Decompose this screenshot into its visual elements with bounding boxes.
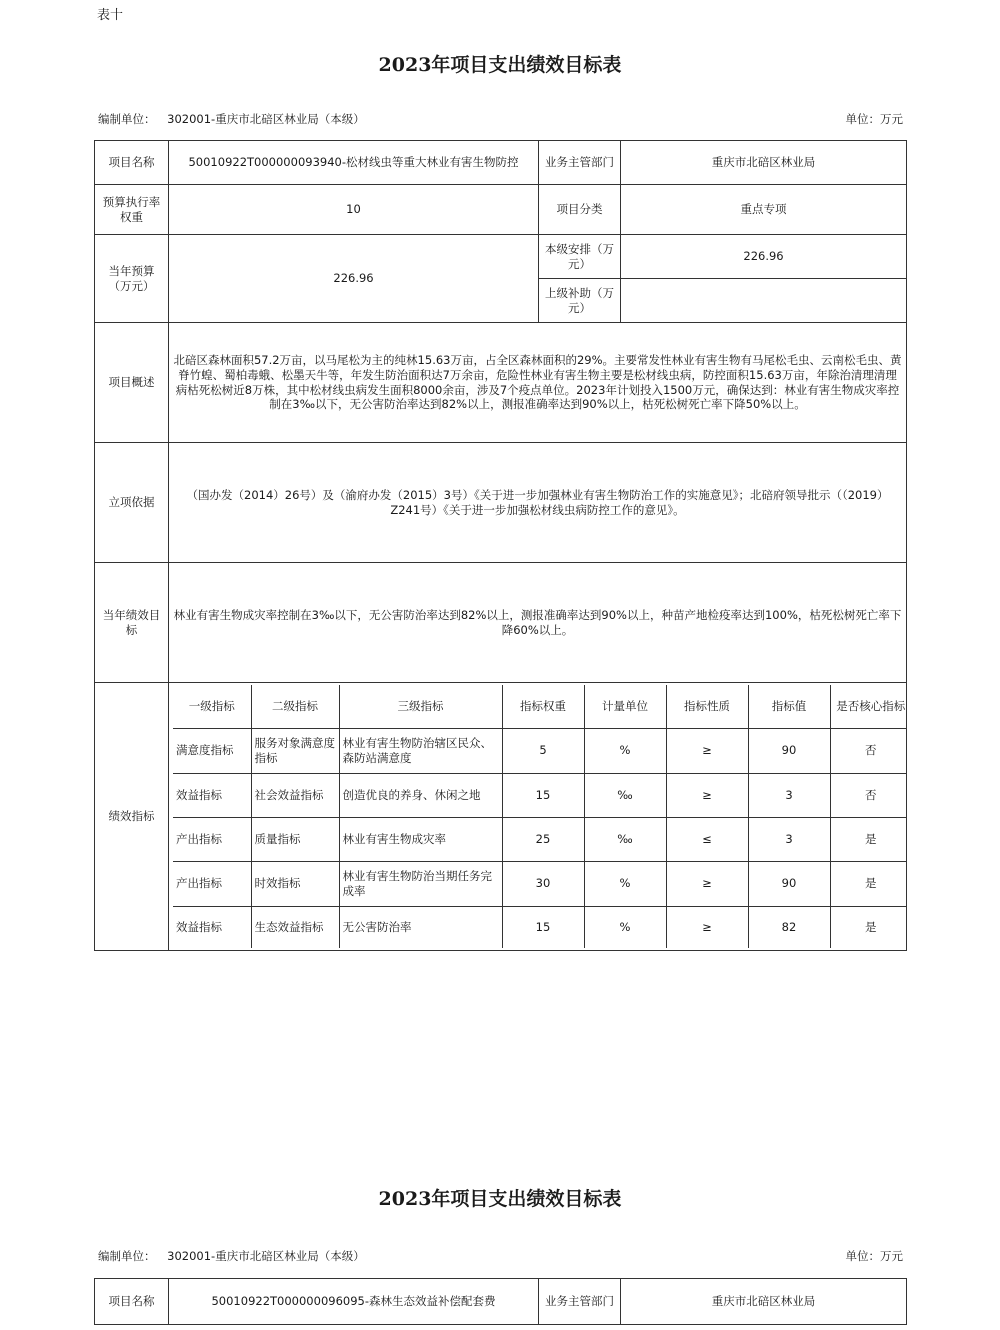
- perf-header: 是否核心指标: [830, 685, 907, 728]
- level2-indicator: 社会效益指标: [251, 773, 339, 817]
- indicator-weight: 15: [502, 773, 584, 817]
- table-row: [173, 861, 907, 906]
- perf-header: 一级指标: [173, 685, 251, 728]
- own-budget-value: 226.96: [621, 235, 907, 279]
- level2-indicator: 生态效益指标: [251, 906, 339, 948]
- indicator-unit: %: [584, 728, 666, 773]
- indicator-value: 90: [748, 861, 830, 906]
- indicator-value: 3: [748, 817, 830, 861]
- indicator-weight: 5: [502, 728, 584, 773]
- compile-unit: [98, 111, 365, 127]
- exec-rate-label: 预算执行率权重: [95, 185, 169, 235]
- compile-unit: [98, 1248, 365, 1264]
- goal-text: 林业有害生物成灾率控制在3‰以下，无公害防治率达到82%以上，测报准确率达到90%以上，种苗产地检疫率达到100%，枯死松树死亡率下降60%以上。: [169, 563, 907, 683]
- overview-text: 北碚区森林面积57.2万亩，以马尾松为主的纯林15.63万亩，占全区森林面积的29%。主要常发性林业有害生物有马尾松毛虫、云南松毛虫、黄脊竹蝗、蜀柏毒蛾、松墨天牛等，年发生防治面积达7万余亩，危险性林业有害生物主要是松材线虫病，防控面积15.63万亩，年除治清理清理病枯死松树近8万株，其中松材线虫病发生面积8000余亩，涉及7个疫点单位。2023年计划投入1500万元，确保达到：林业有害生物成灾率控制在3‰以下，无公害防治率达到82%以上，测报准确率达到90%以上，枯死松树死亡率下降50%以上。: [169, 323, 907, 443]
- perf-header: 指标性质: [666, 685, 748, 728]
- perf-label: 绩效指标: [95, 683, 169, 951]
- form-title: 2023年项目支出绩效目标表: [378, 54, 622, 76]
- is-core-indicator: 否: [830, 773, 907, 817]
- own-budget-label: 本级安排（万元）: [539, 235, 621, 279]
- unit-label: 单位：万元: [845, 1249, 903, 1263]
- upper-subsidy-label: 上级补助（万元）: [539, 279, 621, 323]
- perf-header: 二级指标: [251, 685, 339, 728]
- perf-indicators-cell: [169, 683, 907, 951]
- indicator-value: 82: [748, 906, 830, 948]
- performance-target-table: [94, 1278, 907, 1325]
- level3-indicator: 无公害防治率: [339, 906, 502, 948]
- indicator-unit: ‰: [584, 817, 666, 861]
- level2-indicator: 时效指标: [251, 861, 339, 906]
- level1-indicator: 效益指标: [173, 906, 251, 948]
- level3-indicator: 创造优良的养身、休闲之地: [339, 773, 502, 817]
- table-row: [173, 906, 907, 948]
- perf-header: 计量单位: [584, 685, 666, 728]
- perf-header: 指标权重: [502, 685, 584, 728]
- category-value: 重点专项: [621, 185, 907, 235]
- perf-header: 三级指标: [339, 685, 502, 728]
- level1-indicator: 产出指标: [173, 861, 251, 906]
- is-core-indicator: 是: [830, 861, 907, 906]
- upper-subsidy-value: [621, 279, 907, 323]
- indicator-nature: ≥: [666, 773, 748, 817]
- level3-indicator: 林业有害生物防治辖区民众、森防站满意度: [339, 728, 502, 773]
- table-row: [173, 728, 907, 773]
- indicator-unit: %: [584, 906, 666, 948]
- sheet-label: 表十: [97, 8, 124, 23]
- level3-indicator: 林业有害生物成灾率: [339, 817, 502, 861]
- perf-indicators-table: [173, 685, 907, 948]
- unit-label: 单位：万元: [845, 112, 903, 126]
- indicator-weight: 25: [502, 817, 584, 861]
- indicator-nature: ≥: [666, 906, 748, 948]
- table-row: [173, 773, 907, 817]
- project-name-value: 50010922T000000093940-松材线虫等重大林业有害生物防控: [169, 141, 539, 185]
- level1-indicator: 产出指标: [173, 817, 251, 861]
- level2-indicator: 服务对象满意度指标: [251, 728, 339, 773]
- project-name-label: 项目名称: [95, 141, 169, 185]
- form-title: 2023年项目支出绩效目标表: [378, 1188, 622, 1210]
- basis-label: 立项依据: [95, 443, 169, 563]
- perf-header: 指标值: [748, 685, 830, 728]
- is-core-indicator: 否: [830, 728, 907, 773]
- indicator-unit: %: [584, 861, 666, 906]
- dept-label: 业务主管部门: [539, 141, 621, 185]
- project-name-value: 50010922T000000096095-森林生态效益补偿配套费: [169, 1279, 539, 1325]
- dept-value: 重庆市北碚区林业局: [621, 141, 907, 185]
- level1-indicator: 效益指标: [173, 773, 251, 817]
- budget-label: 当年预算（万元）: [95, 235, 169, 323]
- level1-indicator: 满意度指标: [173, 728, 251, 773]
- goal-label: 当年绩效目标: [95, 563, 169, 683]
- is-core-indicator: 是: [830, 817, 907, 861]
- indicator-nature: ≤: [666, 817, 748, 861]
- category-label: 项目分类: [539, 185, 621, 235]
- table-row: [173, 817, 907, 861]
- level3-indicator: 林业有害生物防治当期任务完成率: [339, 861, 502, 906]
- dept-label: 业务主管部门: [539, 1279, 621, 1325]
- budget-value: 226.96: [169, 235, 539, 323]
- basis-text: （国办发（2014）26号）及（渝府办发（2015）3号）《关于进一步加强林业有害生物防治工作的实施意见》；北碚府领导批示（（2019）Z241号）《关于进一步加强松材线虫病防控工作的意见》。: [169, 443, 907, 563]
- indicator-weight: 30: [502, 861, 584, 906]
- compile-unit-value: 302001-重庆市北碚区林业局（本级）: [167, 112, 365, 126]
- indicator-value: 3: [748, 773, 830, 817]
- dept-value: 重庆市北碚区林业局: [621, 1279, 907, 1325]
- compile-unit-value: 302001-重庆市北碚区林业局（本级）: [167, 1249, 365, 1263]
- indicator-weight: 15: [502, 906, 584, 948]
- compile-unit-label: 编制单位：: [98, 112, 156, 126]
- project-name-label: 项目名称: [95, 1279, 169, 1325]
- is-core-indicator: 是: [830, 906, 907, 948]
- indicator-nature: ≥: [666, 728, 748, 773]
- level2-indicator: 质量指标: [251, 817, 339, 861]
- overview-label: 项目概述: [95, 323, 169, 443]
- indicator-value: 90: [748, 728, 830, 773]
- compile-unit-label: 编制单位：: [98, 1249, 156, 1263]
- exec-rate-value: 10: [169, 185, 539, 235]
- performance-target-table: [94, 140, 907, 951]
- indicator-unit: ‰: [584, 773, 666, 817]
- indicator-nature: ≥: [666, 861, 748, 906]
- perf-header-row: [173, 685, 907, 728]
